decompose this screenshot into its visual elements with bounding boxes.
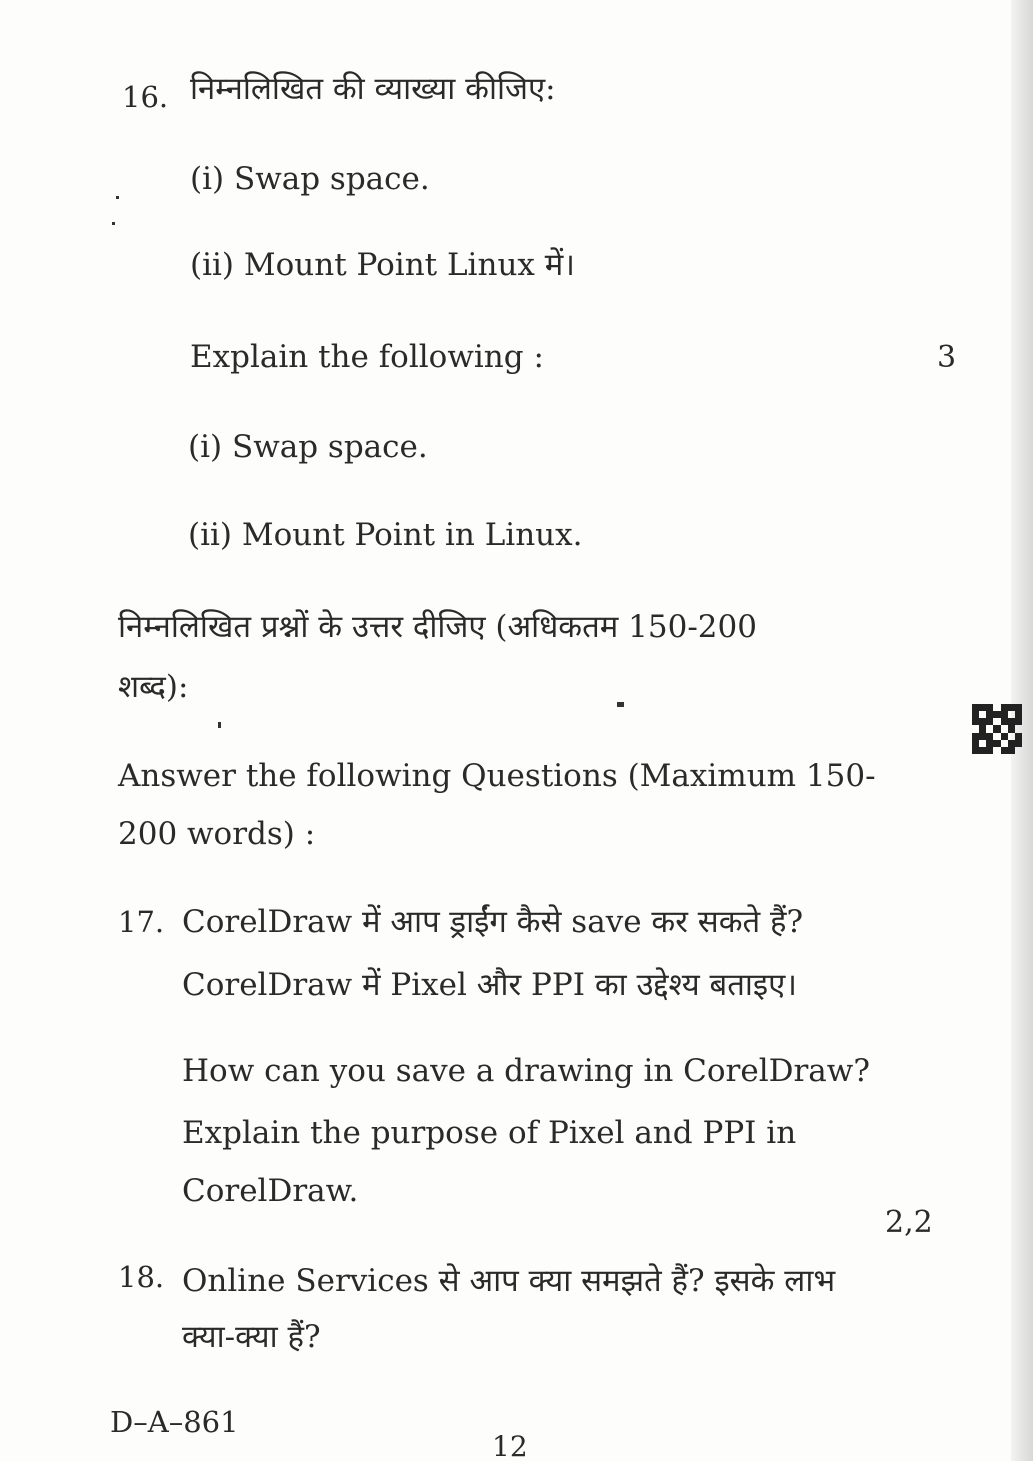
paper-code: D–A–861 [110,1405,239,1439]
section-hindi-line-1: निम्नलिखित प्रश्नों के उत्तर दीजिए (अधिकतम 150-200 [118,609,757,645]
scan-speck [617,702,624,707]
q16-hindi-item-1: (i) Swap space. [190,161,430,197]
q18-number: 18. [118,1260,165,1294]
scan-speck [112,222,115,225]
q16-marks: 3 [937,340,957,375]
section-english-line-2: 200 words) : [118,816,316,852]
q16-hindi-item-2: (ii) Mount Point Linux में। [190,247,576,283]
q17-number: 17. [118,905,165,939]
q17-english-line-3: CorelDraw. [182,1173,359,1209]
q17-english-line-2: Explain the purpose of Pixel and PPI in [182,1115,797,1151]
section-hindi-line-2: शब्द): [118,669,189,705]
q16-english-item-1: (i) Swap space. [188,429,428,465]
page-number: 12 [492,1430,528,1463]
q16-number: 16. [122,80,169,114]
scan-speck [218,722,221,728]
q17-marks: 2,2 [885,1205,933,1240]
q16-hindi-prompt: निम्नलिखित की व्याख्या कीजिए: [190,71,556,107]
section-english-line-1: Answer the following Questions (Maximum 150- [118,758,876,794]
q17-hindi-line-1: CorelDraw में आप ड्राईंग कैसे save कर सकते हैं? [182,904,804,940]
q16-english-item-2: (ii) Mount Point in Linux. [188,517,583,553]
q16-english-prompt: Explain the following : [190,339,544,375]
q17-hindi-line-2: CorelDraw में Pixel और PPI का उद्देश्य बताइए। [182,967,798,1003]
q18-hindi-line-2: क्या-क्या हैं? [182,1319,321,1355]
q18-hindi-line-1: Online Services से आप क्या समझते हैं? इसके लाभ [182,1263,836,1299]
scan-speck [116,196,119,199]
q17-english-line-1: How can you save a drawing in CorelDraw? [182,1053,870,1089]
qr-code [972,704,1022,754]
